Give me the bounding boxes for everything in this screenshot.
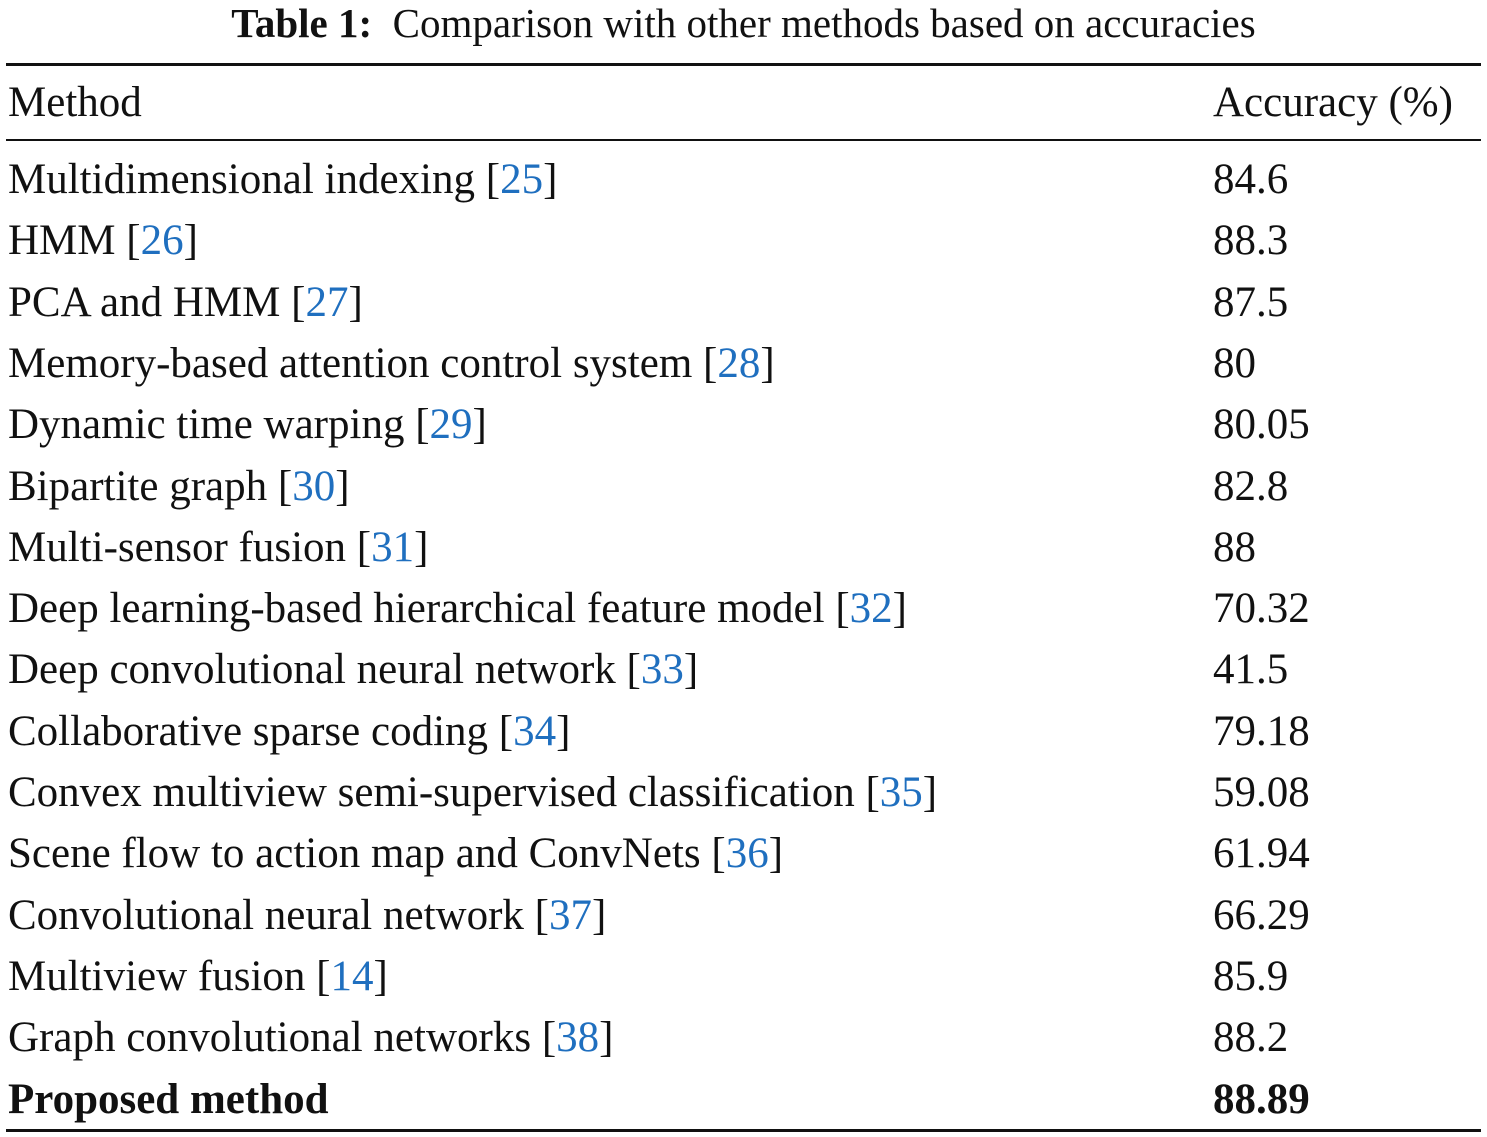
reference-link[interactable]: 30 bbox=[292, 462, 336, 510]
method-name: Convolutional neural network bbox=[8, 891, 524, 939]
method-cell: Collaborative sparse coding [34] bbox=[8, 707, 571, 755]
proposed-method-accuracy: 88.89 bbox=[1213, 1075, 1310, 1123]
table-row bbox=[8, 456, 1480, 517]
table-row bbox=[8, 394, 1480, 455]
accuracy-cell: 88.2 bbox=[1213, 1014, 1289, 1062]
reference-link[interactable]: 28 bbox=[717, 339, 761, 387]
accuracy-column-header: Accuracy (%) bbox=[1213, 79, 1453, 126]
table-row bbox=[8, 762, 1480, 823]
method-name: HMM bbox=[8, 217, 116, 265]
reference-link[interactable]: 26 bbox=[140, 217, 184, 265]
table-header-row bbox=[8, 72, 1480, 133]
reference-link[interactable]: 38 bbox=[556, 1014, 600, 1062]
accuracy-cell: 84.6 bbox=[1213, 156, 1289, 203]
table-caption-label: Table 1: bbox=[231, 0, 373, 46]
accuracy-cell: 61.94 bbox=[1213, 830, 1310, 878]
accuracy-cell: 87.5 bbox=[1213, 278, 1289, 326]
accuracy-cell: 59.08 bbox=[1213, 769, 1310, 816]
method-name: Graph convolutional networks bbox=[8, 1014, 532, 1062]
table-caption bbox=[0, 0, 1487, 46]
top-rule bbox=[6, 63, 1481, 66]
table-row bbox=[8, 333, 1480, 394]
accuracy-cell: 80.05 bbox=[1213, 401, 1310, 449]
accuracy-cell: 70.32 bbox=[1213, 585, 1310, 633]
reference-link[interactable]: 14 bbox=[330, 952, 374, 1000]
method-cell: Multidimensional indexing [25] bbox=[8, 156, 558, 203]
table-row bbox=[8, 517, 1480, 578]
table-row bbox=[8, 578, 1480, 639]
method-name: Multiview fusion bbox=[8, 952, 306, 1000]
table-row bbox=[8, 823, 1480, 884]
table-row bbox=[8, 946, 1480, 1007]
method-name: Scene flow to action map and ConvNets bbox=[8, 830, 701, 878]
method-cell: Graph convolutional networks [38] bbox=[8, 1014, 614, 1062]
method-name: PCA and HMM bbox=[8, 278, 281, 326]
method-name: Bipartite graph bbox=[8, 462, 268, 510]
method-cell: Dynamic time warping [29] bbox=[8, 401, 487, 449]
header-rule bbox=[6, 139, 1481, 141]
accuracy-cell: 80 bbox=[1213, 339, 1256, 387]
method-cell: Convolutional neural network [37] bbox=[8, 891, 607, 939]
method-cell: PCA and HMM [27] bbox=[8, 278, 363, 326]
method-name: Deep learning-based hierarchical feature model bbox=[8, 585, 825, 633]
accuracy-cell: 88.3 bbox=[1213, 217, 1289, 265]
table-row bbox=[8, 272, 1480, 333]
method-name: Dynamic time warping bbox=[8, 401, 405, 449]
method-cell: Multi-sensor fusion [31] bbox=[8, 523, 429, 571]
method-cell: Memory-based attention control system [28] bbox=[8, 339, 775, 387]
method-column-header: Method bbox=[8, 79, 142, 126]
accuracy-cell: 82.8 bbox=[1213, 462, 1289, 510]
method-cell: Deep learning-based hierarchical feature model [32] bbox=[8, 585, 907, 633]
method-cell: Multiview fusion [14] bbox=[8, 952, 388, 1000]
method-name: Multidimensional indexing bbox=[8, 156, 475, 203]
reference-link[interactable]: 33 bbox=[640, 646, 684, 694]
bottom-rule bbox=[6, 1129, 1481, 1132]
method-name: Deep convolutional neural network bbox=[8, 646, 616, 694]
reference-link[interactable]: 27 bbox=[305, 278, 349, 326]
proposed-method-name: Proposed method bbox=[8, 1075, 329, 1123]
method-name: Convex multiview semi-supervised classification bbox=[8, 769, 855, 816]
method-cell: Convex multiview semi-supervised classification [35] bbox=[8, 769, 938, 816]
method-cell: Deep convolutional neural network [33] bbox=[8, 646, 699, 694]
method-cell: Scene flow to action map and ConvNets [36] bbox=[8, 830, 784, 878]
method-cell: Bipartite graph [30] bbox=[8, 462, 350, 510]
accuracy-cell: 85.9 bbox=[1213, 952, 1289, 1000]
reference-link[interactable]: 29 bbox=[429, 401, 473, 449]
accuracy-cell: 41.5 bbox=[1213, 646, 1289, 694]
accuracy-cell: 79.18 bbox=[1213, 707, 1310, 755]
table-row bbox=[8, 1007, 1480, 1068]
table-row bbox=[8, 701, 1480, 762]
reference-link[interactable]: 35 bbox=[879, 769, 923, 816]
method-name: Memory-based attention control system bbox=[8, 339, 693, 387]
reference-link[interactable]: 37 bbox=[548, 891, 592, 939]
reference-link[interactable]: 31 bbox=[371, 523, 415, 571]
reference-link[interactable]: 32 bbox=[849, 585, 893, 633]
reference-link[interactable]: 34 bbox=[513, 707, 557, 755]
table-row bbox=[8, 149, 1480, 210]
table-row bbox=[8, 639, 1480, 700]
table-caption-text: Comparison with other methods based on accuracies bbox=[392, 0, 1256, 46]
proposed-method-row bbox=[8, 1069, 1480, 1130]
reference-link[interactable]: 25 bbox=[500, 156, 544, 203]
reference-link[interactable]: 36 bbox=[725, 830, 769, 878]
accuracy-cell: 88 bbox=[1213, 523, 1256, 571]
method-name: Multi-sensor fusion bbox=[8, 523, 347, 571]
table-row bbox=[8, 210, 1480, 271]
table-row bbox=[8, 885, 1480, 946]
method-cell: HMM [26] bbox=[8, 217, 198, 265]
method-name: Collaborative sparse coding bbox=[8, 707, 489, 755]
accuracy-cell: 66.29 bbox=[1213, 891, 1310, 939]
